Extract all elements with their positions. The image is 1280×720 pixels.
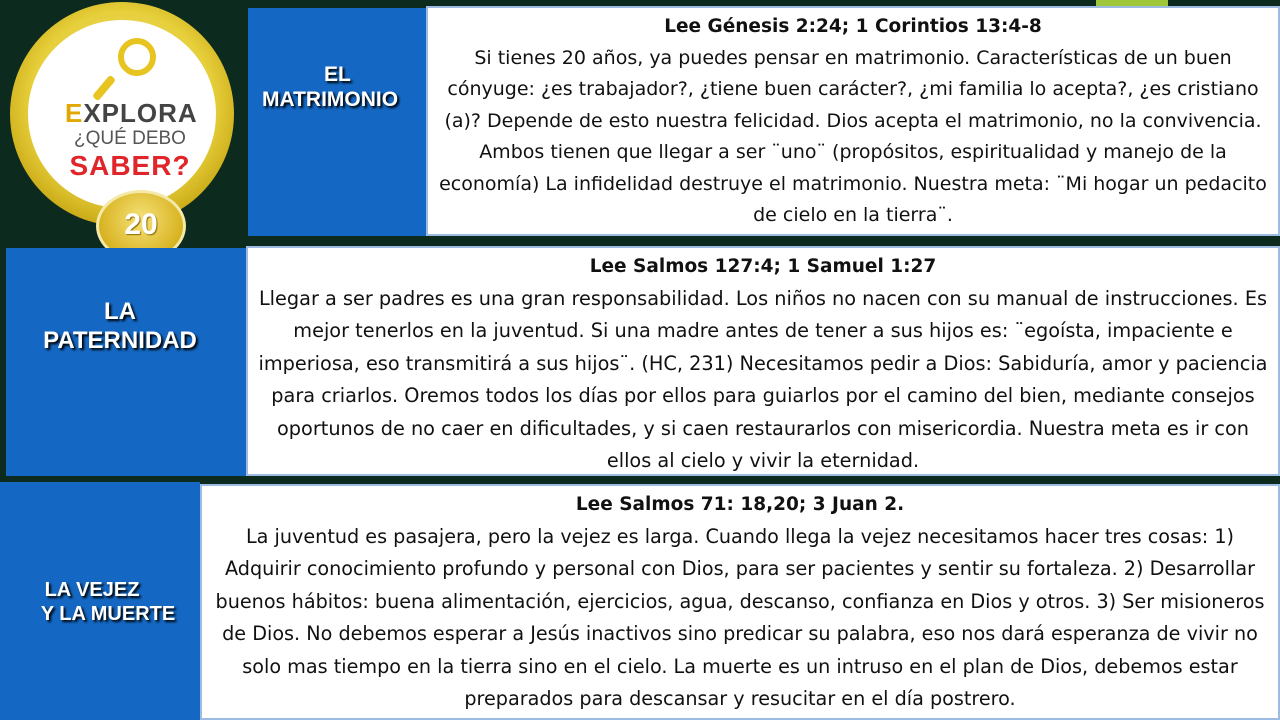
- section-body: La juventud es pasajera, pero la vejez es larga. Cuando llega la vejez necesitamos hacer tres cosas: 1) Adquirir conocimiento profundo y personal con Dios, para ser pacientes y sentir su fortaleza. 2) Desarrollar buenos hábitos: buena alimentación, ejercicios, agua, descanso, confianza en Dios y otros. 3) Ser misioneros de Dios. No debemos esperar a Jesús inactivos sino predicar su palabra, eso nos dará esperanza de vivir no solo mas tiempo en la tierra sino en el cielo. La muerte es un intruso en el plan de Dios, debemos estar preparados para descansar y resucitar en el día postrero.: [215, 524, 1265, 710]
- section-matrimonio-label: [256, 62, 436, 112]
- logo-badge-number: 20: [124, 208, 158, 241]
- section-reference: Lee Salmos 127:4; 1 Samuel 1:27: [589, 256, 937, 277]
- section-reference: Lee Génesis 2:24; 1 Corintios 13:4-8: [664, 16, 1042, 37]
- magnifier-icon: [118, 38, 156, 76]
- explora-logo: [10, 2, 242, 241]
- label-line-1: LA VEJEZ: [44, 579, 140, 601]
- label-line-2: Y LA MUERTE: [40, 603, 176, 625]
- section-paternidad-panel: [246, 246, 1280, 476]
- section-paternidad-label: [20, 298, 220, 356]
- section-vejez-label-box: [0, 482, 200, 720]
- section-paternidad-label-box: [6, 248, 248, 476]
- section-body: Si tienes 20 años, ya puedes pensar en matrimonio. Características de un buen cónyuge: ¿es trabajador?, ¿tiene buen carácter?, ¿mi familia lo acepta?, ¿es cristiano (a)? Depende de esto nuestra felicidad. Dios acepta el matrimonio, no la convivencia. Ambos tienen que llegar a ser ¨uno¨ (propósitos, espiritualidad y manejo de la economía) La infidelidad destruye el matrimonio. Nuestra meta: ¨Mi hogar un pedacito de cielo en la tierra¨.: [439, 46, 1267, 226]
- label-line-1: LA: [104, 298, 136, 325]
- section-vejez-label: [0, 578, 200, 626]
- section-vejez-panel: [200, 484, 1280, 720]
- section-reference: Lee Salmos 71: 18,20; 3 Juan 2.: [575, 494, 905, 515]
- section-matrimonio-label-box: [248, 8, 428, 236]
- logo-subtitle: ¿QUÉ DEBO: [74, 128, 186, 149]
- logo-explora-text: EXPLORA: [65, 98, 198, 128]
- section-matrimonio-panel: [426, 6, 1280, 236]
- logo-saber-text: SABER?: [69, 150, 191, 181]
- section-body: Llegar a ser padres es una gran responsabilidad. Los niños no nacen con su manual de instrucciones. Es mejor tenerlos en la juventud. Si una madre antes de tener a sus hijos es: ¨egoísta, impaciente e imperiosa, eso transmitirá a sus hijos¨. (HC, 231) Necesitamos pedir a Dios: Sabiduría, amor y paciencia para criarlos. Oremos todos los días por ellos para guiarlos por el camino del bien, mediante consejos oportunos de no caer en dificultades, y si caen restaurarlos con misericordia. Nuestra meta es ir con ellos al cielo y vivir la eternidad.: [258, 286, 1268, 472]
- label-line-2: MATRIMONIO: [262, 88, 399, 112]
- label-line-1: EL: [324, 63, 351, 86]
- label-line-2: PATERNIDAD: [43, 326, 197, 354]
